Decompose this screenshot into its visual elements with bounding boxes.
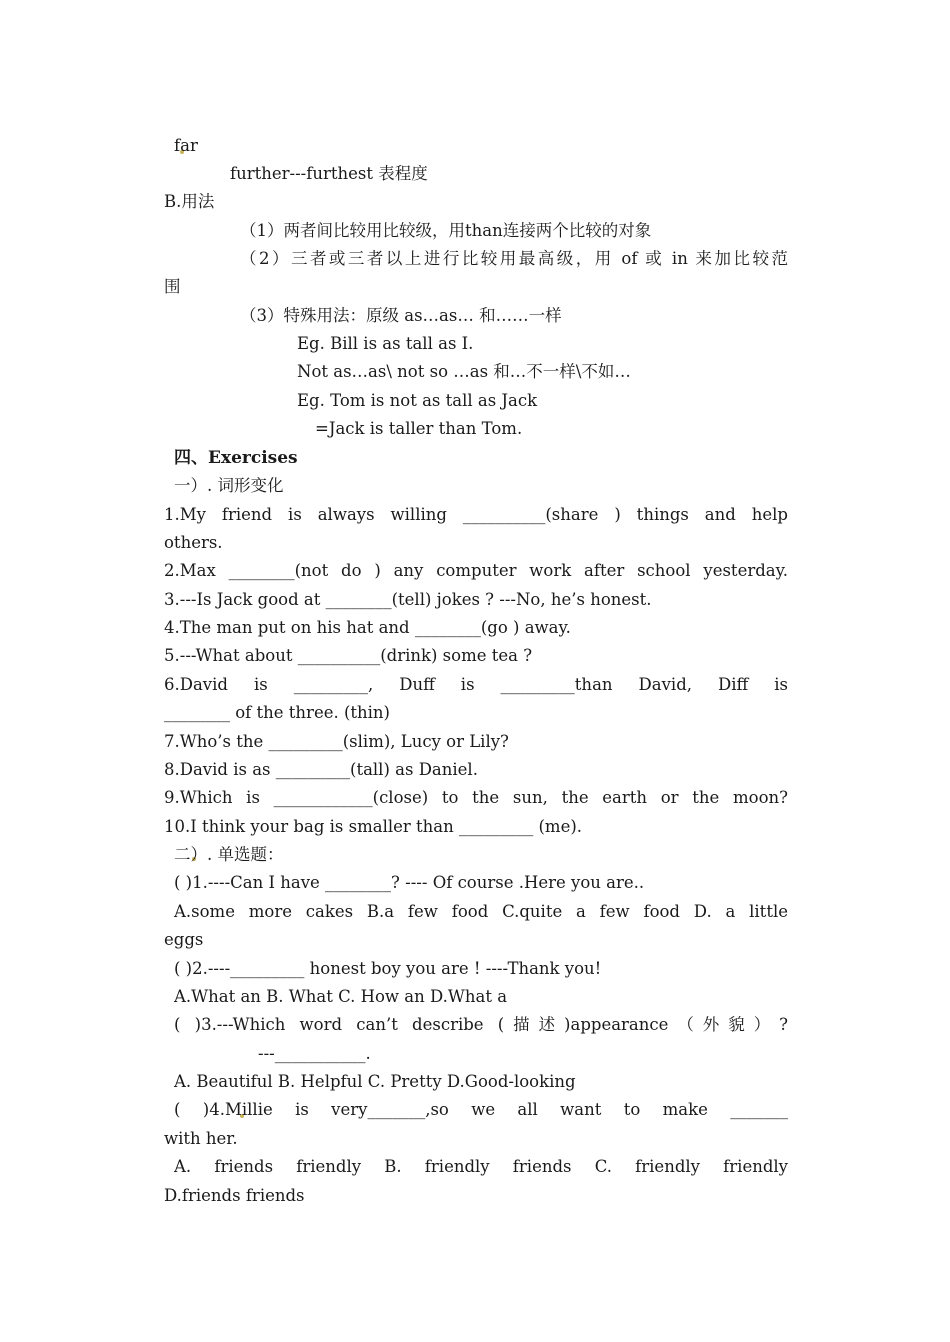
exercise-6-continued: ________ of the three. (thin) [164, 703, 390, 722]
usage-rule-2-continued: 围 [164, 277, 181, 296]
question-1-options: A.some more cakes B.a few food C.quite a few food D. a little [174, 902, 788, 921]
usage-rule-1: （1）两者间比较用比较级，用than连接两个比较的对象 [240, 221, 652, 240]
exercise-4: 4.The man put on his hat and ________(go ) away. [164, 618, 571, 637]
question-3-options: A. Beautiful B. Helpful C. Pretty D.Good-looking [174, 1072, 576, 1091]
question-1: ( )1.----Can I have ________? ---- Of course .Here you are.. [174, 873, 645, 892]
section-heading-usage: B.用法 [164, 192, 215, 211]
exercise-2: 2.Max ________(not do ) any computer work after school yesterday. [164, 561, 788, 580]
question-4-options: A. friends friendly B. friendly friends C. friendly friendly [174, 1157, 788, 1176]
exercise-3: 3.---Is Jack good at ________(tell) jokes ? ---No, he’s honest. [164, 590, 652, 609]
exercise-8: 8.David is as _________(tall) as Daniel. [164, 760, 478, 779]
example-2-equivalent: =Jack is taller than Tom. [315, 419, 523, 438]
question-1-options-continued: eggs [164, 930, 204, 949]
question-4: ( )4.Millie is very_______,so we all want to make _______ [174, 1100, 788, 1119]
exercise-10: 10.I think your bag is smaller than _________ (me). [164, 817, 583, 836]
example-1: Eg. Bill is as tall as I. [297, 334, 474, 353]
question-3: ( )3.---Which word can’t describe (描述)appearance（外貌）? [174, 1015, 788, 1034]
exercise-9: 9.Which is ____________(close) to the sun, the earth or the moon? [164, 788, 788, 807]
exercise-6: 6.David is _________, Duff is _________than David, Diff is [164, 675, 788, 694]
example-2: Eg. Tom is not as tall as Jack [297, 391, 538, 410]
exercises-heading: 四、Exercises [174, 448, 298, 468]
question-2: ( )2.----_________ honest boy you are ! ----Thank you! [174, 959, 602, 978]
question-3-continued: ---___________. [258, 1044, 371, 1063]
exercise-7: 7.Who’s the _________(slim), Lucy or Lily? [164, 732, 509, 751]
text-line-far: far [174, 136, 198, 155]
usage-rule-2: （2）三者或三者以上进行比较用最高级，用 of 或 in 来加比较范 [240, 249, 788, 268]
exercise-5: 5.---What about __________(drink) some tea ? [164, 646, 533, 665]
exercise-1-continued: others. [164, 533, 223, 552]
question-4-continued: with her. [164, 1129, 238, 1148]
multiple-choice-heading: 二）. 单选题： [174, 845, 284, 864]
question-4-options-continued: D.friends friends [164, 1186, 305, 1205]
exercise-1: 1.My friend is always willing __________(share ) things and help [164, 505, 788, 524]
word-form-heading: 一）. 词形变化 [174, 476, 284, 495]
usage-rule-3: （3）特殊用法：原级 as…as… 和……一样 [240, 306, 562, 325]
text-line-further-furthest: further---furthest 表程度 [230, 164, 428, 183]
not-as-as-rule: Not as…as\ not so …as 和…不一样\不如… [297, 362, 631, 381]
question-2-options: A.What an B. What C. How an D.What a [174, 987, 508, 1006]
